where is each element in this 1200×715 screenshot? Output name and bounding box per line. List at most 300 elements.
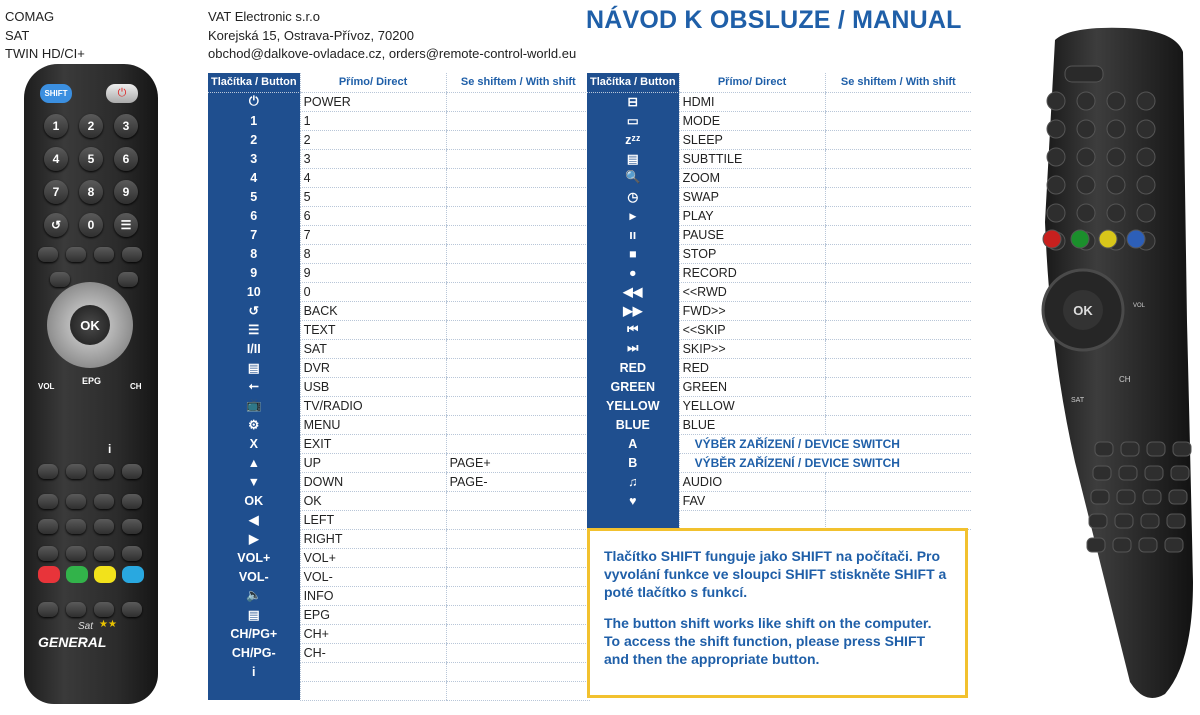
shift-function-cell bbox=[446, 396, 590, 415]
table-row bbox=[587, 168, 971, 187]
table-row bbox=[587, 149, 971, 168]
button-symbol-cell: CH/PG- bbox=[208, 643, 300, 662]
table-row bbox=[587, 358, 971, 377]
remote-key bbox=[1089, 514, 1107, 528]
button-symbol-cell: ▸ bbox=[587, 206, 679, 225]
category-name: SAT bbox=[5, 27, 30, 43]
shift-function-cell bbox=[825, 206, 971, 225]
color-key bbox=[38, 566, 60, 583]
table-row bbox=[208, 301, 590, 320]
shift-function-cell bbox=[446, 567, 590, 586]
table-row bbox=[587, 434, 971, 453]
remote-key bbox=[1099, 230, 1117, 248]
shift-function-cell bbox=[825, 320, 971, 339]
table-row bbox=[208, 529, 590, 548]
table-row bbox=[208, 168, 590, 187]
table-row bbox=[208, 206, 590, 225]
table-row bbox=[208, 510, 590, 529]
table-row bbox=[208, 472, 590, 491]
remote-key bbox=[1121, 442, 1139, 456]
shift-function-cell bbox=[446, 263, 590, 282]
shift-function-cell: PAGE+ bbox=[446, 453, 590, 472]
button-symbol-cell: ◀ bbox=[208, 510, 300, 529]
direct-function-cell: POWER bbox=[300, 92, 446, 111]
shift-function-cell bbox=[446, 358, 590, 377]
button-symbol-cell: ▶ bbox=[208, 529, 300, 548]
button-symbol-cell: ⏮ bbox=[587, 320, 679, 339]
remote-key bbox=[1119, 466, 1137, 480]
button-symbol-cell: ▼ bbox=[208, 472, 300, 491]
table-row bbox=[208, 339, 590, 358]
button-symbol-cell: ↺ bbox=[208, 301, 300, 320]
button-symbol-cell: ⭠ bbox=[208, 377, 300, 396]
remote-key bbox=[66, 494, 86, 509]
company-name: VAT Electronic s.r.o bbox=[208, 9, 320, 24]
shift-function-cell bbox=[446, 415, 590, 434]
remote-key bbox=[66, 519, 86, 534]
remote-key bbox=[1173, 442, 1191, 456]
shift-function-cell bbox=[825, 339, 971, 358]
shift-function-cell bbox=[446, 643, 590, 662]
direct-function-cell: HDMI bbox=[679, 92, 825, 111]
column-header-direct: Přímo/ Direct bbox=[679, 73, 825, 92]
button-symbol-cell: 7 bbox=[208, 225, 300, 244]
direct-function-cell: SAT bbox=[300, 339, 446, 358]
remote-key bbox=[122, 546, 142, 561]
shift-function-cell bbox=[446, 548, 590, 567]
shift-function-cell bbox=[446, 225, 590, 244]
remote-key bbox=[1071, 230, 1089, 248]
direct-function-cell: EPG bbox=[300, 605, 446, 624]
shift-function-cell bbox=[825, 168, 971, 187]
remote-key bbox=[1165, 538, 1183, 552]
remote-key bbox=[1113, 538, 1131, 552]
direct-function-cell: 9 bbox=[300, 263, 446, 282]
button-symbol-cell: ◷ bbox=[587, 187, 679, 206]
table-row bbox=[587, 396, 971, 415]
direct-function-cell: BLUE bbox=[679, 415, 825, 434]
remote-key bbox=[38, 247, 58, 262]
shift-function-cell bbox=[825, 510, 971, 529]
remote-key bbox=[1137, 92, 1155, 110]
table-row bbox=[587, 415, 971, 434]
table-row bbox=[208, 567, 590, 586]
button-symbol-cell: zᶻᶻ bbox=[587, 130, 679, 149]
button-symbol-cell: ⊟ bbox=[587, 92, 679, 111]
table-row bbox=[587, 92, 971, 111]
button-table-left bbox=[208, 73, 590, 701]
table-row bbox=[587, 472, 971, 491]
table-row bbox=[587, 282, 971, 301]
remote-key bbox=[1077, 120, 1095, 138]
direct-function-cell: CH- bbox=[300, 643, 446, 662]
direct-function-cell: 1 bbox=[300, 111, 446, 130]
direct-function-cell: RIGHT bbox=[300, 529, 446, 548]
button-symbol-cell: ▤ bbox=[587, 149, 679, 168]
remote-key bbox=[94, 494, 114, 509]
shift-note-czech: Tlačítko SHIFT funguje jako SHIFT na počítači. Pro vyvolání funkce ve sloupci SHIFT stiskněte SHIFT a poté tlačítko s funkcí. bbox=[604, 548, 947, 600]
remote-key: 4 bbox=[44, 147, 68, 171]
button-symbol-cell: 🔈 bbox=[208, 586, 300, 605]
shift-function-cell bbox=[825, 111, 971, 130]
shift-note-box bbox=[587, 528, 968, 698]
table-row bbox=[587, 225, 971, 244]
button-symbol-cell: 1 bbox=[208, 111, 300, 130]
table-row bbox=[587, 130, 971, 149]
table-row bbox=[208, 187, 590, 206]
direct-function-cell: RECORD bbox=[679, 263, 825, 282]
remote-key bbox=[1167, 514, 1185, 528]
remote-key: 3 bbox=[114, 114, 138, 138]
remote-key bbox=[38, 494, 58, 509]
button-symbol-cell: 9 bbox=[208, 263, 300, 282]
shift-function-cell bbox=[446, 92, 590, 111]
remote-key bbox=[1047, 120, 1065, 138]
shift-function-cell bbox=[446, 662, 590, 681]
remote-key bbox=[1169, 490, 1187, 504]
color-key bbox=[66, 566, 88, 583]
button-symbol-cell: ıı bbox=[587, 225, 679, 244]
remote-key: 7 bbox=[44, 180, 68, 204]
shift-function-cell bbox=[825, 149, 971, 168]
button-symbol-cell: 2 bbox=[208, 130, 300, 149]
button-symbol-cell: VOL+ bbox=[208, 548, 300, 567]
direct-function-cell: TEXT bbox=[300, 320, 446, 339]
remote-key: 1 bbox=[44, 114, 68, 138]
direct-function-cell: RED bbox=[679, 358, 825, 377]
table-row bbox=[208, 396, 590, 415]
table-row bbox=[208, 130, 590, 149]
table-row bbox=[208, 111, 590, 130]
remote-key: ↺ bbox=[44, 213, 68, 237]
remote-key bbox=[38, 464, 58, 479]
vol-key-label: VOL bbox=[1133, 303, 1146, 309]
direct-function-cell: STOP bbox=[679, 244, 825, 263]
shift-function-cell bbox=[825, 130, 971, 149]
remote-key: 8 bbox=[79, 180, 103, 204]
direct-function-cell: LEFT bbox=[300, 510, 446, 529]
table-row bbox=[587, 263, 971, 282]
logo-stars: ★★ bbox=[99, 619, 117, 630]
remote-key bbox=[1145, 466, 1163, 480]
remote-key bbox=[1107, 92, 1125, 110]
remote-key bbox=[1091, 490, 1109, 504]
direct-function-cell: TV/RADIO bbox=[300, 396, 446, 415]
direct-function-cell: PAUSE bbox=[679, 225, 825, 244]
power-key: ⏻ bbox=[106, 84, 138, 103]
direct-function-cell: <<SKIP bbox=[679, 320, 825, 339]
remote-key bbox=[94, 546, 114, 561]
button-symbol-cell: ▤ bbox=[208, 358, 300, 377]
remote-key bbox=[1115, 514, 1133, 528]
button-symbol-cell: I/II bbox=[208, 339, 300, 358]
remote-key: 2 bbox=[79, 114, 103, 138]
remote-key bbox=[1047, 148, 1065, 166]
direct-function-cell: SUBTTILE bbox=[679, 149, 825, 168]
ok-key-label: OK bbox=[1073, 303, 1093, 318]
shift-function-cell bbox=[446, 681, 590, 700]
table-row bbox=[208, 586, 590, 605]
remote-key bbox=[1147, 442, 1165, 456]
shift-function-cell bbox=[446, 377, 590, 396]
remote-key bbox=[94, 519, 114, 534]
remote-key bbox=[1127, 230, 1145, 248]
direct-function-cell: OK bbox=[300, 491, 446, 510]
remote-key: 6 bbox=[114, 147, 138, 171]
direct-function-cell: 7 bbox=[300, 225, 446, 244]
table-row bbox=[208, 377, 590, 396]
direct-function-cell: EXIT bbox=[300, 434, 446, 453]
button-symbol-cell: ■ bbox=[587, 244, 679, 263]
table-row bbox=[587, 301, 971, 320]
button-symbol-cell: 📺 bbox=[208, 396, 300, 415]
shift-function-cell bbox=[446, 301, 590, 320]
logo-sat-text: Sat bbox=[78, 621, 94, 632]
remote-key bbox=[1077, 148, 1095, 166]
table-row bbox=[208, 453, 590, 472]
direct-function-cell: MODE bbox=[679, 111, 825, 130]
shift-function-cell bbox=[446, 320, 590, 339]
table-row bbox=[208, 662, 590, 681]
remote-key bbox=[122, 247, 142, 262]
table-row bbox=[208, 358, 590, 377]
shift-function-cell bbox=[446, 130, 590, 149]
logo-general-text: GENERAL bbox=[38, 634, 107, 650]
shift-function-cell bbox=[446, 187, 590, 206]
remote-key bbox=[1107, 120, 1125, 138]
button-symbol-cell: ⏭ bbox=[587, 339, 679, 358]
company-info bbox=[208, 8, 576, 64]
shift-function-cell bbox=[825, 263, 971, 282]
button-symbol-cell: ● bbox=[587, 263, 679, 282]
shift-function-cell bbox=[446, 586, 590, 605]
direct-function-cell: INFO bbox=[300, 586, 446, 605]
direct-function-cell: VOL+ bbox=[300, 548, 446, 567]
table-row bbox=[208, 92, 590, 111]
direct-function-cell: 3 bbox=[300, 149, 446, 168]
direct-function-cell: 8 bbox=[300, 244, 446, 263]
button-symbol-cell: CH/PG+ bbox=[208, 624, 300, 643]
remote-key bbox=[1137, 120, 1155, 138]
button-symbol-cell: 4 bbox=[208, 168, 300, 187]
direct-function-cell: SWAP bbox=[679, 187, 825, 206]
remote-model-info bbox=[5, 8, 85, 64]
device-switch-cell: VÝBĚR ZAŘÍZENÍ / DEVICE SWITCH bbox=[679, 434, 971, 453]
remote-key bbox=[1107, 176, 1125, 194]
shift-function-cell bbox=[446, 491, 590, 510]
remote-key: 0 bbox=[79, 213, 103, 237]
remote-key bbox=[38, 519, 58, 534]
remote-key bbox=[1077, 92, 1095, 110]
table-row bbox=[208, 624, 590, 643]
column-header-shift: Se shiftem / With shift bbox=[446, 73, 590, 92]
direct-function-cell: 5 bbox=[300, 187, 446, 206]
shift-function-cell bbox=[446, 510, 590, 529]
button-symbol-cell: i bbox=[208, 662, 300, 681]
button-symbol-cell: X bbox=[208, 434, 300, 453]
ch-key-label: CH bbox=[130, 382, 142, 391]
shift-function-cell bbox=[825, 225, 971, 244]
remote-key bbox=[1077, 204, 1095, 222]
remote-key: 9 bbox=[114, 180, 138, 204]
direct-function-cell: UP bbox=[300, 453, 446, 472]
remote-key bbox=[118, 272, 138, 287]
remote-key bbox=[1143, 490, 1161, 504]
table-row bbox=[208, 415, 590, 434]
remote-key bbox=[1087, 538, 1105, 552]
direct-function-cell: VOL- bbox=[300, 567, 446, 586]
button-symbol-cell: 8 bbox=[208, 244, 300, 263]
remote-key bbox=[1107, 148, 1125, 166]
direct-function-cell: BACK bbox=[300, 301, 446, 320]
shift-function-cell bbox=[446, 339, 590, 358]
table-row bbox=[587, 453, 971, 472]
table-row bbox=[587, 491, 971, 510]
button-table-right-body bbox=[587, 92, 971, 529]
table-row bbox=[208, 643, 590, 662]
column-header-button: Tlačítka / Button bbox=[587, 73, 679, 92]
button-symbol-cell: RED bbox=[587, 358, 679, 377]
remote-key bbox=[1047, 92, 1065, 110]
shift-function-cell bbox=[825, 92, 971, 111]
shift-function-cell bbox=[825, 282, 971, 301]
shift-function-cell bbox=[446, 206, 590, 225]
shift-note-english: The button shift works like shift on the computer. To access the shift function, please press SHIFT and then the appropriate button. bbox=[604, 615, 932, 667]
button-symbol-cell bbox=[587, 510, 679, 529]
table-row bbox=[208, 320, 590, 339]
remote-key bbox=[1095, 442, 1113, 456]
brand-name: COMAG bbox=[5, 9, 55, 24]
direct-function-cell: DOWN bbox=[300, 472, 446, 491]
remote-key bbox=[1141, 514, 1159, 528]
remote-control-photo-left bbox=[24, 64, 158, 704]
remote-key bbox=[1077, 176, 1095, 194]
table-row bbox=[208, 149, 590, 168]
shift-function-cell bbox=[446, 168, 590, 187]
company-address: Korejská 15, Ostrava-Přívoz, 70200 bbox=[208, 27, 414, 43]
shift-function-cell bbox=[446, 282, 590, 301]
direct-function-cell: SKIP>> bbox=[679, 339, 825, 358]
button-symbol-cell: OK bbox=[208, 491, 300, 510]
remote-key bbox=[1065, 66, 1103, 82]
direct-function-cell: SLEEP bbox=[679, 130, 825, 149]
table-header-row bbox=[587, 73, 971, 92]
button-symbol-cell bbox=[208, 681, 300, 700]
column-header-button: Tlačítka / Button bbox=[208, 73, 300, 92]
direct-function-cell: MENU bbox=[300, 415, 446, 434]
direct-function-cell: 2 bbox=[300, 130, 446, 149]
button-symbol-cell: 10 bbox=[208, 282, 300, 301]
button-symbol-cell: VOL- bbox=[208, 567, 300, 586]
direct-function-cell: FWD>> bbox=[679, 301, 825, 320]
direct-function-cell: CH+ bbox=[300, 624, 446, 643]
table-header-row bbox=[208, 73, 590, 92]
direct-function-cell: <<RWD bbox=[679, 282, 825, 301]
button-symbol-cell: ♫ bbox=[587, 472, 679, 491]
shift-function-cell bbox=[446, 434, 590, 453]
button-symbol-cell: 5 bbox=[208, 187, 300, 206]
shift-function-cell bbox=[446, 529, 590, 548]
remote-key bbox=[66, 546, 86, 561]
remote-key bbox=[38, 602, 58, 617]
remote-key bbox=[1137, 204, 1155, 222]
shift-function-cell bbox=[825, 491, 971, 510]
remote-key bbox=[66, 602, 86, 617]
direct-function-cell: ZOOM bbox=[679, 168, 825, 187]
shift-function-cell bbox=[825, 472, 971, 491]
shift-key: SHIFT bbox=[40, 84, 72, 103]
button-symbol-cell: 6 bbox=[208, 206, 300, 225]
table-row bbox=[208, 225, 590, 244]
remote-key bbox=[1137, 148, 1155, 166]
remote-key bbox=[1107, 204, 1125, 222]
table-row bbox=[587, 206, 971, 225]
page-title: NÁVOD K OBSLUZE / MANUAL bbox=[586, 6, 962, 34]
button-table-right bbox=[587, 73, 971, 530]
column-header-direct: Přímo/ Direct bbox=[300, 73, 446, 92]
color-key bbox=[94, 566, 116, 583]
remote-key bbox=[94, 602, 114, 617]
model-name: TWIN HD/CI+ bbox=[5, 46, 85, 61]
remote-key bbox=[66, 464, 86, 479]
remote-key bbox=[1093, 466, 1111, 480]
remote-key bbox=[50, 272, 70, 287]
remote-key bbox=[1117, 490, 1135, 504]
remote-key bbox=[38, 546, 58, 561]
direct-function-cell: YELLOW bbox=[679, 396, 825, 415]
table-row bbox=[587, 339, 971, 358]
table-row bbox=[587, 320, 971, 339]
shift-function-cell bbox=[446, 111, 590, 130]
remote-key bbox=[122, 494, 142, 509]
remote-key bbox=[1047, 176, 1065, 194]
shift-function-cell bbox=[825, 415, 971, 434]
remote-key: ☰ bbox=[114, 213, 138, 237]
direct-function-cell: 4 bbox=[300, 168, 446, 187]
info-key-label: i bbox=[108, 442, 112, 456]
button-symbol-cell: ⏻ bbox=[208, 92, 300, 111]
button-symbol-cell: A bbox=[587, 434, 679, 453]
sat-key-label: SAT bbox=[1071, 397, 1085, 404]
button-symbol-cell: GREEN bbox=[587, 377, 679, 396]
remote-key: 5 bbox=[79, 147, 103, 171]
table-row bbox=[208, 282, 590, 301]
remote-key bbox=[1043, 230, 1061, 248]
table-row bbox=[587, 187, 971, 206]
remote-key bbox=[1171, 466, 1189, 480]
shift-function-cell bbox=[446, 149, 590, 168]
remote-key bbox=[94, 464, 114, 479]
remote-key bbox=[1139, 538, 1157, 552]
direct-function-cell: 0 bbox=[300, 282, 446, 301]
shift-function-cell: PAGE- bbox=[446, 472, 590, 491]
table-row bbox=[587, 377, 971, 396]
remote-key bbox=[1047, 204, 1065, 222]
shift-function-cell bbox=[825, 301, 971, 320]
button-symbol-cell: ▲ bbox=[208, 453, 300, 472]
table-row bbox=[587, 510, 971, 529]
color-key bbox=[122, 566, 144, 583]
button-table-left-body bbox=[208, 92, 590, 700]
table-row bbox=[208, 548, 590, 567]
shift-function-cell bbox=[446, 244, 590, 263]
vol-key-label: VOL bbox=[38, 382, 55, 391]
table-row bbox=[208, 605, 590, 624]
table-row bbox=[587, 111, 971, 130]
button-symbol-cell: ▭ bbox=[587, 111, 679, 130]
table-row bbox=[208, 263, 590, 282]
button-symbol-cell: YELLOW bbox=[587, 396, 679, 415]
